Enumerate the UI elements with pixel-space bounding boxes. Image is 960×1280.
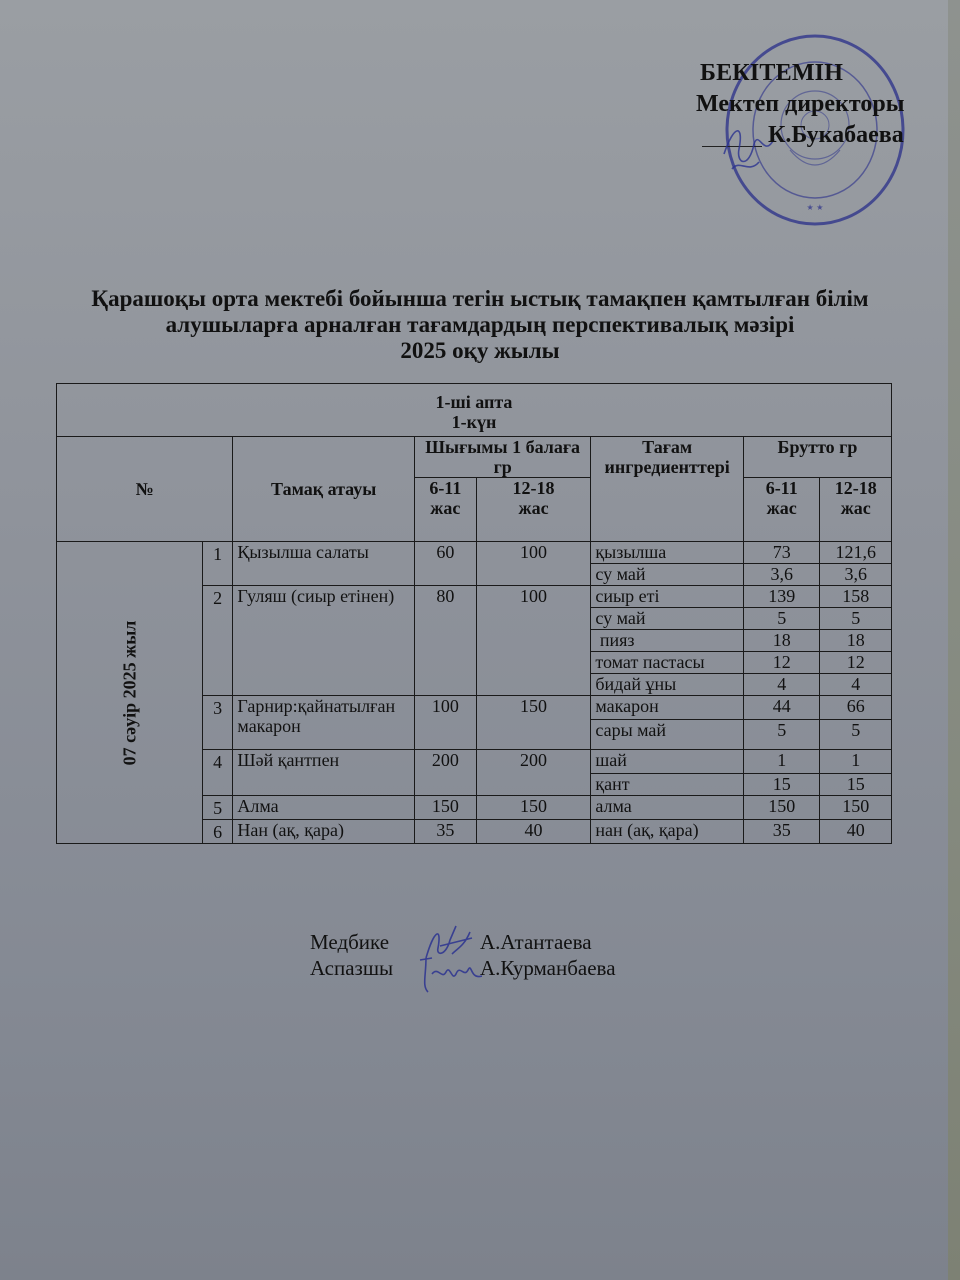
signatory-name: А.Атантаева bbox=[480, 930, 592, 954]
gross-12-18: 5 bbox=[820, 608, 892, 630]
gross-12-18: 5 bbox=[820, 720, 892, 750]
ingredient-name: томат пастасы bbox=[591, 652, 744, 674]
gross-6-11: 5 bbox=[743, 608, 820, 630]
dish-name: Гарнир:қайнатылған макарон bbox=[233, 696, 415, 750]
gross-12-18: 150 bbox=[820, 796, 892, 820]
ingredient-name: су май bbox=[591, 608, 744, 630]
week-day-header bbox=[57, 384, 892, 437]
signatures-block bbox=[300, 930, 660, 982]
ingredient-name: бидай ұны bbox=[591, 674, 744, 696]
dish-name: Алма bbox=[233, 796, 415, 820]
director-name: К.Букабаева bbox=[768, 122, 904, 148]
title-line-2: алушыларға арналған тағамдардың перспективалық мәзірі bbox=[165, 312, 795, 337]
gross-6-11: 1 bbox=[743, 750, 820, 774]
header-gross: Брутто гр bbox=[743, 437, 891, 478]
gross-12-18: 158 bbox=[820, 586, 892, 608]
header-number: № bbox=[57, 437, 233, 542]
gross-6-11: 18 bbox=[743, 630, 820, 652]
dish-number: 4 bbox=[202, 750, 233, 796]
yield-12-18: 150 bbox=[476, 696, 591, 750]
signatory-role: Медбике bbox=[310, 930, 390, 954]
ingredient-name: сиыр еті bbox=[591, 586, 744, 608]
gross-6-11: 139 bbox=[743, 586, 820, 608]
yield-12-18: 40 bbox=[476, 820, 591, 844]
yield-6-11: 60 bbox=[414, 542, 476, 586]
header-yield-6-11: 6-11 жас bbox=[414, 478, 476, 542]
gross-6-11: 73 bbox=[743, 542, 820, 564]
gross-6-11: 150 bbox=[743, 796, 820, 820]
ingredient-name: сары май bbox=[591, 720, 744, 750]
dish-number: 5 bbox=[202, 796, 233, 820]
header-gross-6-11: 6-11 жас bbox=[743, 478, 820, 542]
header-dish-name: Тамақ атауы bbox=[233, 437, 415, 542]
title-line-1: Қарашоқы орта мектебі бойынша тегін ыстық тамақпен қамтылған білім bbox=[91, 286, 869, 311]
yield-6-11: 150 bbox=[414, 796, 476, 820]
signatory-name: А.Курманбаева bbox=[480, 956, 616, 980]
document-title bbox=[40, 286, 920, 364]
yield-6-11: 80 bbox=[414, 586, 476, 696]
gross-6-11: 4 bbox=[743, 674, 820, 696]
ingredient-name: нан (ақ, қара) bbox=[591, 820, 744, 844]
gross-12-18: 12 bbox=[820, 652, 892, 674]
ingredient-name: қант bbox=[591, 774, 744, 796]
date-label: 07 сәуір 2025 жыл bbox=[119, 620, 140, 765]
dish-number: 1 bbox=[202, 542, 233, 586]
gross-12-18: 4 bbox=[820, 674, 892, 696]
gross-6-11: 15 bbox=[743, 774, 820, 796]
ingredient-name: су май bbox=[591, 564, 744, 586]
title-line-3: 2025 оқу жылы bbox=[400, 338, 560, 363]
yield-12-18: 100 bbox=[476, 542, 591, 586]
yield-12-18: 200 bbox=[476, 750, 591, 796]
yield-12-18: 150 bbox=[476, 796, 591, 820]
header-yield: Шығымы 1 балаға гр bbox=[414, 437, 590, 478]
dish-name: Нан (ақ, қара) bbox=[233, 820, 415, 844]
gross-12-18: 1 bbox=[820, 750, 892, 774]
gross-12-18: 40 bbox=[820, 820, 892, 844]
header-yield-12-18: 12-18 жас bbox=[476, 478, 591, 542]
gross-6-11: 35 bbox=[743, 820, 820, 844]
table-row bbox=[57, 542, 892, 564]
gross-6-11: 12 bbox=[743, 652, 820, 674]
dish-name: Қызылша салаты bbox=[233, 542, 415, 586]
ingredient-name: алма bbox=[591, 796, 744, 820]
gross-12-18: 121,6 bbox=[820, 542, 892, 564]
dish-number: 6 bbox=[202, 820, 233, 844]
gross-12-18: 3,6 bbox=[820, 564, 892, 586]
svg-text:★ ★: ★ ★ bbox=[806, 203, 824, 212]
gross-12-18: 66 bbox=[820, 696, 892, 720]
yield-6-11: 100 bbox=[414, 696, 476, 750]
signatory-role: Аспазшы bbox=[310, 956, 394, 980]
dish-number: 3 bbox=[202, 696, 233, 750]
gross-6-11: 44 bbox=[743, 696, 820, 720]
yield-6-11: 35 bbox=[414, 820, 476, 844]
menu-table bbox=[56, 383, 892, 844]
ingredient-name: қызылша bbox=[591, 542, 744, 564]
gross-12-18: 18 bbox=[820, 630, 892, 652]
header-gross-12-18: 12-18 жас bbox=[820, 478, 892, 542]
ingredient-name: шай bbox=[591, 750, 744, 774]
header-ingredients: Тағам ингредиенттері bbox=[591, 437, 744, 542]
dish-number: 2 bbox=[202, 586, 233, 696]
ingredient-name: пияз bbox=[591, 630, 744, 652]
gross-12-18: 15 bbox=[820, 774, 892, 796]
approval-role: Мектеп директоры bbox=[696, 91, 905, 117]
day-label: 1-күн bbox=[451, 412, 497, 432]
dish-name: Шәй қантпен bbox=[233, 750, 415, 796]
signatory-cook bbox=[300, 956, 660, 982]
ingredient-name: макарон bbox=[591, 696, 744, 720]
yield-12-18: 100 bbox=[476, 586, 591, 696]
approval-block bbox=[680, 58, 950, 248]
dish-name: Гуляш (сиыр етінен) bbox=[233, 586, 415, 696]
cook-signature-icon bbox=[412, 946, 482, 996]
gross-6-11: 3,6 bbox=[743, 564, 820, 586]
gross-6-11: 5 bbox=[743, 720, 820, 750]
week-label: 1-ші апта bbox=[435, 392, 513, 412]
date-cell bbox=[57, 542, 203, 844]
approval-title: БЕКІТЕМІН bbox=[700, 60, 844, 86]
yield-6-11: 200 bbox=[414, 750, 476, 796]
